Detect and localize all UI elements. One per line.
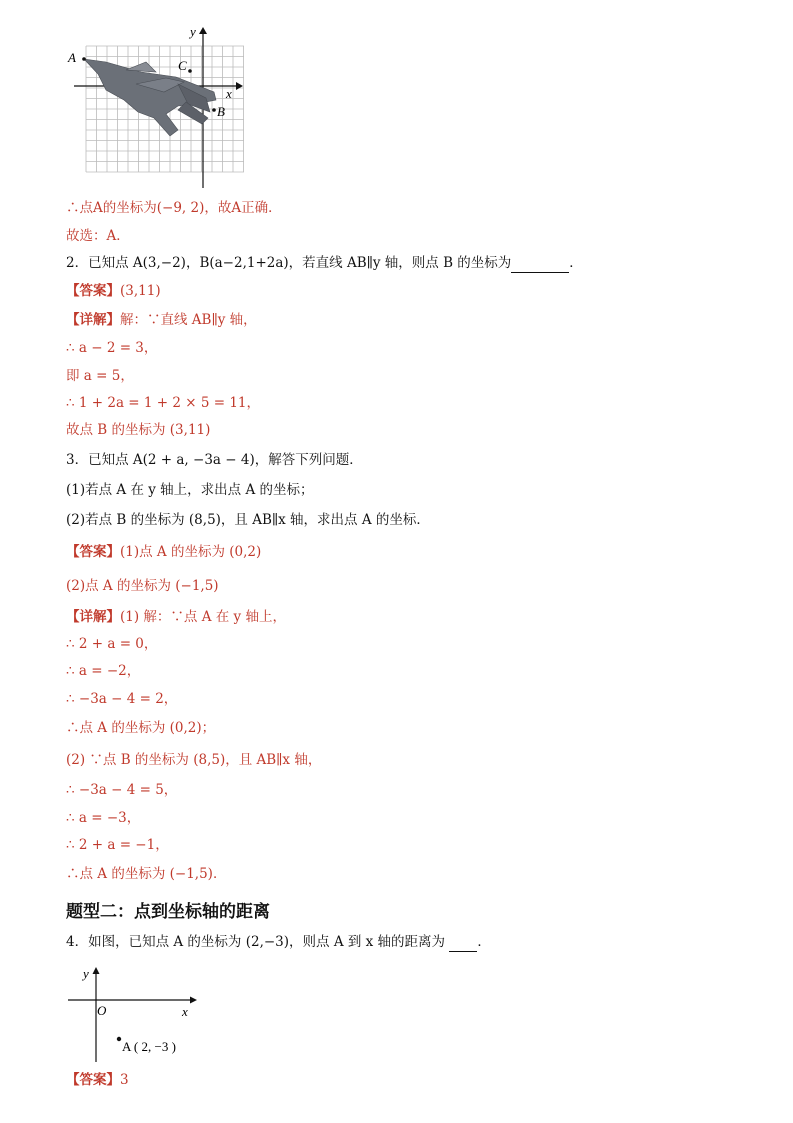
label-origin: O xyxy=(97,1003,107,1018)
detail-3-line-5: ∴点 A 的坐标为 (0,2)； xyxy=(66,720,216,736)
point-a-dot xyxy=(82,57,86,61)
answer-tag: 【答案】 xyxy=(66,544,120,560)
y-axis-arrow xyxy=(93,967,100,974)
answer-tag: 【答案】 xyxy=(66,1072,120,1088)
question-2-end: ． xyxy=(569,255,583,271)
detail-tag: 【详解】 xyxy=(66,609,120,625)
detail-tag: 【详解】 xyxy=(66,312,120,328)
point-a-label: A ( 2, −3 ) xyxy=(122,1039,176,1054)
answer-blank-2 xyxy=(511,254,569,273)
label-y: y xyxy=(83,966,89,981)
answer-3-part-2: (2)点 A 的坐标为 (−1,5) xyxy=(66,578,219,594)
detail-2 xyxy=(66,311,257,329)
answer-blank-4 xyxy=(449,933,477,952)
question-2 xyxy=(66,254,583,273)
detail-3-line-2: ∴ 2 + a = 0， xyxy=(66,636,158,652)
detail-2-line-2: ∴ a − 2 = 3， xyxy=(66,340,158,356)
detail-2-line-4: ∴ 1 + 2a = 1 + 2 × 5 = 11， xyxy=(66,395,261,411)
answer-value: 3 xyxy=(120,1072,129,1088)
question-3-part-2: (2)若点 B 的坐标为 (8,5)，且 AB∥x 轴，求出点 A 的坐标． xyxy=(66,512,430,528)
x-axis-arrow xyxy=(236,82,243,90)
point-a-dot xyxy=(117,1037,121,1041)
detail-3 xyxy=(66,608,286,626)
label-x: x xyxy=(182,1004,188,1019)
question-3: 3．已知点 A(2 + a, −3a − 4)，解答下列问题． xyxy=(66,452,363,468)
detail-3-line-8: ∴ a = −3， xyxy=(66,810,141,826)
detail-text: (1) 解：∵点 A 在 y 轴上， xyxy=(120,609,286,625)
detail-3-line-6: (2) ∵点 B 的坐标为 (8,5)，且 AB∥x 轴， xyxy=(66,752,322,768)
x-axis-arrow xyxy=(190,997,197,1004)
section-heading: 题型二：点到坐标轴的距离 xyxy=(66,902,270,922)
answer-2 xyxy=(66,282,161,300)
question-4-text: 4．如图，已知点 A 的坐标为 (2,−3)，则点 A 到 x 轴的距离为 xyxy=(66,934,446,950)
answer-3 xyxy=(66,543,261,561)
point-b-dot xyxy=(212,108,216,112)
answer-4 xyxy=(66,1071,129,1089)
detail-3-line-10: ∴点 A 的坐标为 (−1,5)． xyxy=(66,866,227,882)
jet-grid-figure xyxy=(66,22,246,194)
detail-3-line-9: ∴ 2 + a = −1， xyxy=(66,837,169,853)
question-2-text: 2．已知点 A(3,−2)，B(a−2,1+2a)，若直线 AB∥y 轴，则点 B 的坐标为 xyxy=(66,255,512,271)
point-c-dot xyxy=(188,69,192,73)
solution-line-1: ∴点A的坐标为(−9, 2)，故A正确． xyxy=(66,200,282,216)
answer-value: (3,11) xyxy=(120,283,161,299)
label-b: B xyxy=(217,104,225,119)
detail-3-line-4: ∴ −3a − 4 = 2， xyxy=(66,691,178,707)
detail-2-line-5: 故点 B 的坐标为 (3,11) xyxy=(66,422,211,438)
solution-line-2: 故选：A． xyxy=(66,228,130,244)
label-y: y xyxy=(190,24,196,39)
jet-image xyxy=(84,59,216,136)
question-4-end: ． xyxy=(477,934,491,950)
detail-2-line-3: 即 a = 5， xyxy=(66,368,134,384)
coordinate-figure xyxy=(66,960,216,1068)
detail-3-line-3: ∴ a = −2， xyxy=(66,663,141,679)
detail-3-line-7: ∴ −3a − 4 = 5， xyxy=(66,782,178,798)
label-a: A xyxy=(68,50,76,65)
question-4 xyxy=(66,933,491,952)
label-x: x xyxy=(226,86,232,101)
question-3-part-1: (1)若点 A 在 y 轴上，求出点 A 的坐标； xyxy=(66,482,314,498)
y-axis-arrow xyxy=(199,27,207,34)
label-c: C xyxy=(178,58,187,73)
detail-text: 解：∵直线 AB∥y 轴， xyxy=(120,312,257,328)
answer-tag: 【答案】 xyxy=(66,283,120,299)
answer-value: (1)点 A 的坐标为 (0,2) xyxy=(120,544,262,560)
